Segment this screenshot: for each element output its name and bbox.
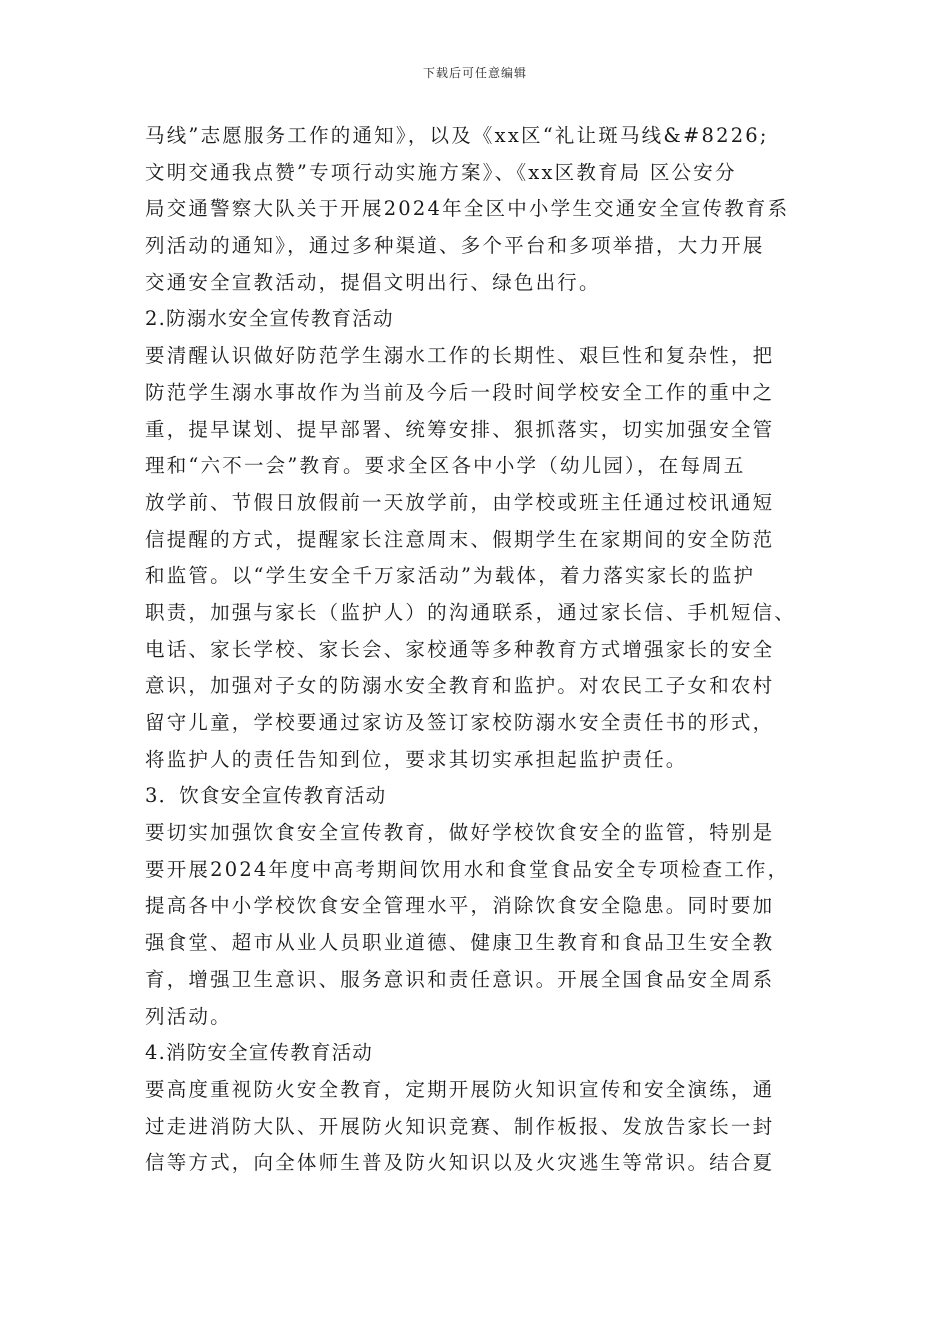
text-line: 信提醒的方式，提醒家长注意周末、假期学生在家期间的安全防范 <box>145 527 775 551</box>
text-line: 要清醒认识做好防范学生溺水工作的长期性、艰巨性和复杂性，把 <box>145 344 775 368</box>
text-line: 电话、家长学校、家长会、家校通等多种教育方式增强家长的安全 <box>145 637 775 661</box>
text-line: 交通安全宣教活动，提倡文明出行、绿色出行。 <box>145 270 601 294</box>
text-line: 重，提早谋划、提早部署、统筹安排、狠抓落实，切实加强安全管 <box>145 417 775 441</box>
text-line: 强食堂、超市从业人员职业道德、健康卫生教育和食品卫生安全教 <box>145 931 775 955</box>
text-line: 列活动的通知》，通过多种渠道、多个平台和多项举措，大力开展 <box>145 234 765 258</box>
text-line: 要切实加强饮食安全宣传教育，做好学校饮食安全的监管，特别是 <box>145 821 775 845</box>
text-line: 和监管。以“学生安全千万家活动”为载体，着力落实家长的监护 <box>145 564 756 588</box>
text-line: 文明交通我点赞”专项行动实施方案》、《xx区教育局 区公安分 <box>145 160 737 184</box>
text-line: 要开展2024年度中高考期间饮用水和食堂食品安全专项检查工作， <box>145 857 790 881</box>
page-header: 下载后可任意编辑 <box>422 66 527 80</box>
text-line: 留守儿童，学校要通过家访及签订家校防溺水安全责任书的形式， <box>145 711 775 734</box>
text-line: 列活动。 <box>145 1004 232 1028</box>
text-line: 理和“六不一会”教育。要求全区各中小学（幼儿园），在每周五 <box>145 454 746 478</box>
text-line: 要高度重视防火安全教育，定期开展防火知识宣传和安全演练，通 <box>145 1077 775 1101</box>
text-line: 意识，加强对子女的防溺水安全教育和监护。对农民工子女和农村 <box>145 674 775 698</box>
document-body <box>145 118 825 1182</box>
text-line: 信等方式，向全体师生普及防火知识以及火灾逃生等常识。结合夏 <box>145 1151 775 1175</box>
text-line: 过走进消防大队、开展防火知识竞赛、制作板报、发放告家长一封 <box>145 1114 775 1138</box>
text-line: 局交通警察大队关于开展2024年全区中小学生交通安全宣传教育系 <box>145 197 790 221</box>
text-line: 马线”志愿服务工作的通知》，以及《xx区“礼让斑马线&#8226; <box>145 124 769 147</box>
section-heading: 2.防溺水安全宣传教育活动 <box>145 307 394 331</box>
text-line: 将监护人的责任告知到位，要求其切实承担起监护责任。 <box>145 747 688 771</box>
text-line: 职责，加强与家长（监护人）的沟通联系，通过家长信、手机短信、 <box>145 600 797 624</box>
text-line: 放学前、节假日放假前一天放学前，由学校或班主任通过校讯通短 <box>145 490 775 514</box>
text-line: 提高各中小学校饮食安全管理水平，消除饮食安全隐患。同时要加 <box>145 894 775 918</box>
section-heading: 3．饮食安全宣传教育活动 <box>145 784 387 808</box>
text-line: 育，增强卫生意识、服务意识和责任意识。开展全国食品安全周系 <box>145 967 775 991</box>
section-heading: 4.消防安全宣传教育活动 <box>145 1041 374 1065</box>
text-line: 防范学生溺水事故作为当前及今后一段时间学校安全工作的重中之 <box>145 380 775 404</box>
